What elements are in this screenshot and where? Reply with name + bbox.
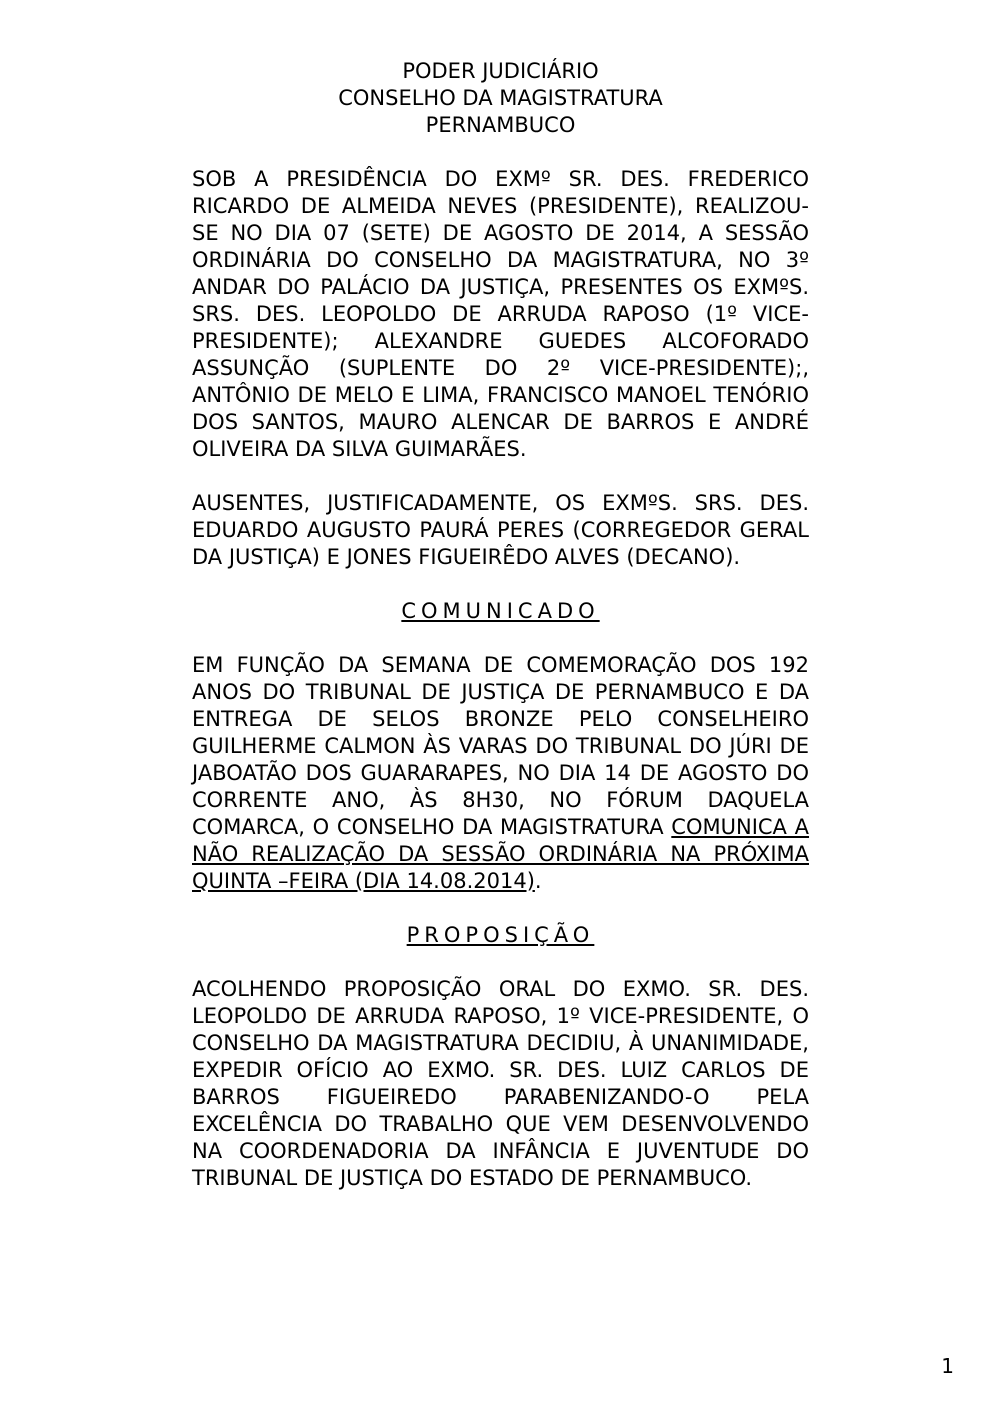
document-header <box>192 58 809 139</box>
comunicado-underlined-text: COMUNICA A NÃO REALIZAÇÃO DA SESSÃO ORDINÁRIA NA PRÓXIMA QUINTA –FEIRA (DIA 14.08.2014) <box>192 815 810 893</box>
document-page <box>192 58 809 1192</box>
comunicado-text: EM FUNÇÃO DA SEMANA DE COMEMORAÇÃO DOS 192 ANOS DO TRIBUNAL DE JUSTIÇA DE PERNAMBUCO E DA ENTREGA DE SELOS BRONZE PELO CONSELHEIRO GUILHERME CALMON ÀS VARAS DO TRIBUNAL DO JÚRI DE JABOATÃO DOS GUARARAPES, NO DIA 14 DE AGOSTO DO CORRENTE ANO, ÀS 8H30, NO FÓRUM DAQUELA COMARCA, O CONSELHO DA MAGISTRATURA <box>192 653 809 839</box>
proposicao-paragraph: ACOLHENDO PROPOSIÇÃO ORAL DO EXMO. SR. DES. LEOPOLDO DE ARRUDA RAPOSO, 1º VICE-PRESIDENTE, O CONSELHO DA MAGISTRATURA DECIDIU, À UNANIMIDADE, EXPEDIR OFÍCIO AO EXMO. SR. DES. LUIZ CARLOS DE BARROS FIGUEIREDO PARABENIZANDO-O PELA EXCELÊNCIA DO TRABALHO QUE VEM DESENVOLVENDO NA COORDENADORIA DA INFÂNCIA E JUVENTUDE DO TRIBUNAL DE JUSTIÇA DO ESTADO DE PERNAMBUCO. <box>192 977 809 1190</box>
comunicado-text-end: . <box>534 869 542 893</box>
header-line-conselho: CONSELHO DA MAGISTRATURA <box>338 86 663 110</box>
header-line-poder-judiciario: PODER JUDICIÁRIO <box>402 59 599 83</box>
absent-paragraph: AUSENTES, JUSTIFICADAMENTE, OS EXMºS. SRS. DES. EDUARDO AUGUSTO PAURÁ PERES (CORREGEDOR GERAL DA JUSTIÇA) E JONES FIGUEIRÊDO ALVES (DECANO). <box>192 491 809 569</box>
opening-paragraph: SOB A PRESIDÊNCIA DO EXMº SR. DES. FREDERICO RICARDO DE ALMEIDA NEVES (PRESIDENTE), REALIZOU-SE NO DIA 07 (SETE) DE AGOSTO DE 2014, A SESSÃO ORDINÁRIA DO CONSELHO DA MAGISTRATURA, NO 3º ANDAR DO PALÁCIO DA JUSTIÇA, PRESENTES OS EXMºS. SRS. DES. LEOPOLDO DE ARRUDA RAPOSO (1º VICE-PRESIDENTE); ALEXANDRE GUEDES ALCOFORADO ASSUNÇÃO (SUPLENTE DO 2º VICE-PRESIDENTE);, ANTÔNIO DE MELO E LIMA, FRANCISCO MANOEL TENÓRIO DOS SANTOS, MAURO ALENCAR DE BARROS E ANDRÉ OLIVEIRA DA SILVA GUIMARÃES. <box>192 167 809 461</box>
header-line-estado: PERNAMBUCO <box>425 113 576 137</box>
comunicado-title: COMUNICADO <box>401 599 600 623</box>
page-number: 1 <box>941 1354 954 1378</box>
comunicado-paragraph <box>192 652 809 895</box>
proposicao-title: PROPOSIÇÃO <box>406 923 595 947</box>
